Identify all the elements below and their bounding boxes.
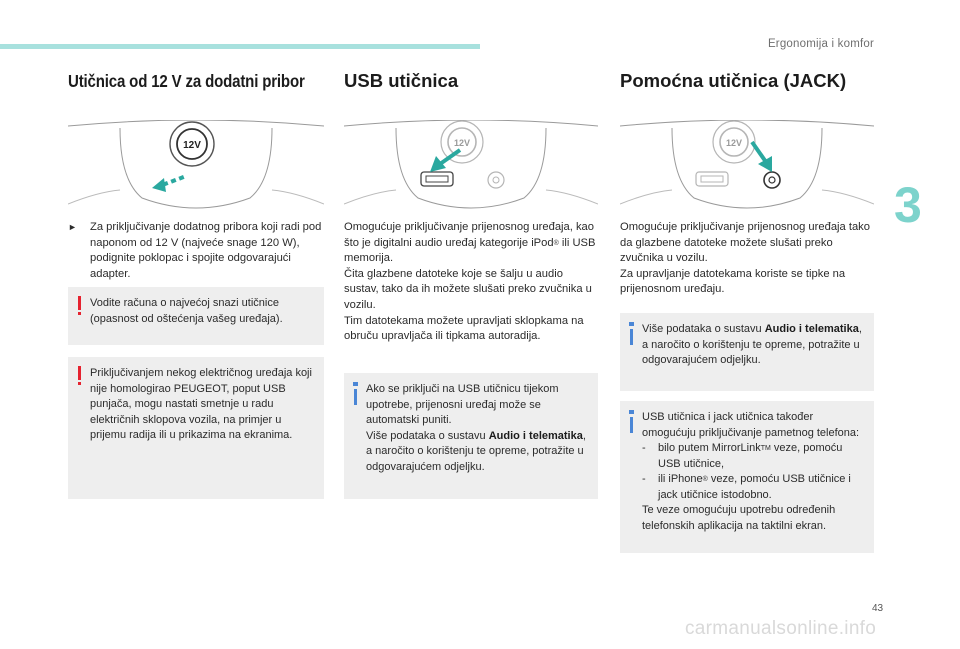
section-title: USB utičnica [344,70,459,91]
section-jack-socket [620,68,874,532]
console-jack-drawing [620,120,874,216]
svg-text:12V: 12V [725,138,743,148]
svg-text:12V: 12V [453,138,471,148]
watermark: carmanualsonline.info [685,618,877,639]
exclamation-warning-icon [78,366,81,380]
info-icon [353,382,358,386]
arrow-icon [752,142,772,172]
exclamation-warning-icon [78,296,81,310]
list-item: - bilo putem MirrorLink™ veze, pomoću USB utičnice, [642,442,843,470]
section-usb-socket [344,68,598,473]
page-number: 43 [872,603,884,614]
section-12v-socket [68,68,324,441]
intro-text: Omogućuje priključivanje prijenosnog uređaja tako da glazbene datoteke možete slušati preko zvučnika u vozilu. Za upravljanje datotekama koriste se tipke na prijenosnom uređaju. [620,221,870,296]
info-icon [629,410,634,414]
intro-bullet: ► Za priključivanje dodatnog pribora koji radi pod naponom od 12 V (najveće snage 120 W), podignite poklopac i spojite odgovarajući adapter. [68,221,322,280]
arrow-icon [152,175,185,192]
console-usb-drawing [344,120,598,216]
info-box-usb-charging: Ako se priključi na USB utičnicu tijekom upotrebe, prijenosni uređaj može se automatski puniti. Više podataka o sustavu Audio i telematika, a naročito o korištenju te opreme, potražite u odgovarajućem odjeljku. [344,373,598,499]
info-icon [629,322,634,326]
intro-text: Omogućuje priključivanje prijenosnog uređaja, kao što je digitalni audio uređaj kategorije iPod® ili USB memorija. Čita glazbene datoteke koje se šalju u audio sustav, tako da ih možete slušati preko zvučnika u vozilu. Tim datotekama možete upravljati sklopkama na obruču upravljača ili tipkama autoradija. [344,221,596,343]
socket-12v-illustration [68,120,324,216]
chapter-title: Ergonomija i komfor [767,38,874,50]
info-box-audio-system: Više podataka o sustavu Audio i telematika, a naročito o korištenju te opreme, potražite u odgovarajućem odjeljku. [620,313,874,391]
arrow-bullet-icon: ► [68,222,77,232]
info-box-smartphone: USB utičnica i jack utičnica također omogućuju priključivanje pametnog telefona: - bilo putem MirrorLink™ veze, pomoću USB utičnice, - ili iPhone® veze, pomoću USB utičnice i jack utičnice istodobno. Te veze omogućuju upotrebu određenih telefonskih aplikacija na taktilni ekran. [620,401,874,553]
chapter-number: 3 [894,177,922,233]
warning-box-power: Vodite računa o najvećoj snazi utičnice (opasnost od oštećenja vašeg uređaja). [68,287,324,345]
jack-illustration [620,120,874,216]
section-title: Pomoćna utičnica (JACK) [620,70,847,91]
console-12v-drawing [68,120,324,216]
list-item: - ili iPhone® veze, pomoću USB utičnice i jack utičnice istodobno. [642,473,851,501]
usb-illustration [344,120,598,216]
warning-box-homologation: Priključivanjem nekog električnog uređaja koji nije homologirao PEUGEOT, poput USB punjača, mogu nastati smetnje u radu električnih sklopova vozila, na primjer u prijemu radija ili u prikazima na ekranima. [68,357,324,499]
header-accent-bar [0,44,480,49]
socket-label: 12V [183,140,201,151]
section-title: Utičnica od 12 V za dodatni pribor [68,71,305,91]
